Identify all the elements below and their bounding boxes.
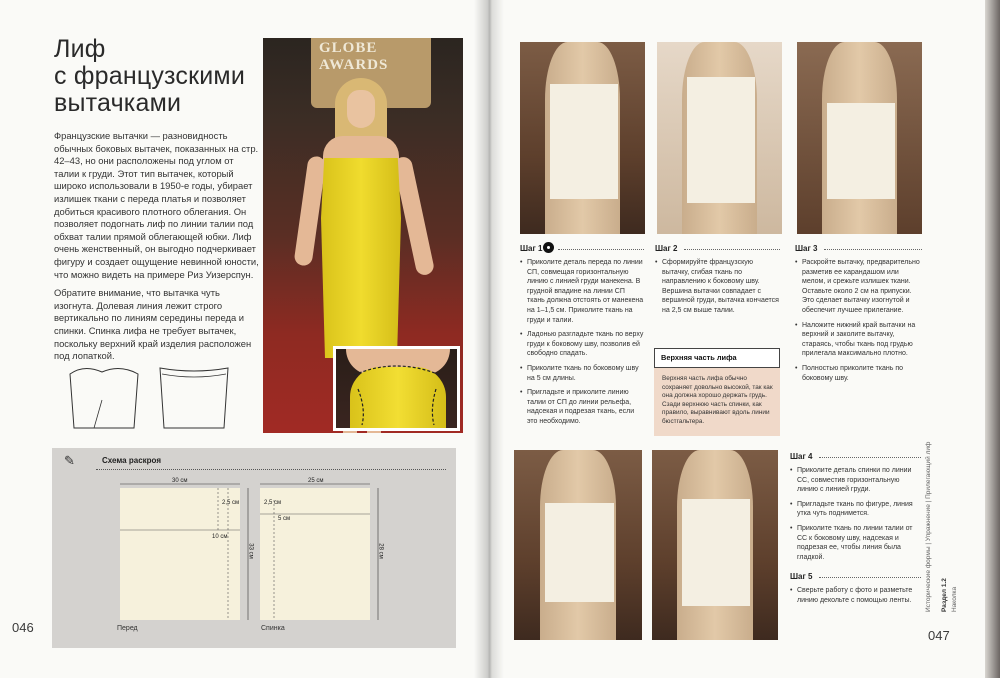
page-number-left: 046 <box>12 620 34 635</box>
step-item: • Сформируйте французскую вытачку, сгибая ткань по направлению к боковому шву. Вершина вытачки совпадает с вершиной груди, вытачка кончается на 2,5 см выше талии. <box>655 258 779 316</box>
step2-title: Шаг 2 <box>655 244 678 253</box>
front-height-label: 33 см <box>247 543 254 559</box>
step3-title: Шаг 3 <box>795 244 818 253</box>
step5-list <box>790 586 920 610</box>
front-piece-label: Перед <box>117 625 138 632</box>
yellow-dress <box>321 158 401 358</box>
back-dart-label: 2,5 см <box>264 500 282 506</box>
step-item: • Пригладьте ткань по фигуре, линия утка чуть поднимется. <box>790 500 920 519</box>
step4-list <box>790 466 920 567</box>
step5-title: Шаг 5 <box>790 572 813 581</box>
step-item: • Приколите ткань по боковому шву на 5 см длины. <box>520 364 644 383</box>
front-dart-label: 2,5 см <box>222 500 240 506</box>
title-line-3: вытачками <box>54 89 182 117</box>
step-item: • Ладонью разгладьте ткань по верху груди к боковому шву, позволив ей свободно спадать. <box>520 330 644 359</box>
side-subsection: Наколка <box>951 586 958 612</box>
side-breadcrumb: Исторические формы | Упражнение | Прилегающий лиф <box>925 441 932 612</box>
dvd-icon <box>543 242 554 253</box>
step-item: • Пригладьте и приколите линию талии от СП до линии рельефа, надсекая и подрезая ткань, если это необходимо. <box>520 388 644 426</box>
back-piece-label: Спинка <box>261 625 285 632</box>
cutting-scheme <box>52 448 456 648</box>
page-edge <box>985 0 1000 678</box>
front-width-label: 30 см <box>172 478 188 484</box>
title-line-1: Лиф <box>54 35 106 63</box>
step4-photo <box>514 450 642 640</box>
note-title: Верхняя часть лифа <box>654 348 780 368</box>
step1-list <box>520 258 644 432</box>
dart-dotted-line <box>336 349 457 428</box>
step-item: • Приколите ткань по линии талии от СС к боковому шву, надсекая и подрезая ее, чтобы линия была гладкой. <box>790 524 920 562</box>
step2-photo <box>657 42 782 234</box>
scheme-dimension-lines <box>52 448 456 648</box>
awards-banner-text: GLOBE AWARDS <box>319 40 389 73</box>
book-gutter <box>474 0 504 678</box>
step-item: • Наложите нижний край вытачки на верхний и заколите вытачку, стараясь, чтобы ткань под грудью прилегала максимально плотно. <box>795 321 923 359</box>
title-line-2: с французскими <box>54 62 245 90</box>
back-line-label: 5 см <box>278 516 291 522</box>
step2-list <box>655 258 779 321</box>
step5-photo <box>652 450 778 640</box>
bodice-back-sketch <box>154 360 234 432</box>
step-item: • Приколите деталь спинки по линии СС, совместив горизонтальную линию с линией груди. <box>790 466 920 495</box>
intro-paragraph: Обратите внимание, что вытачка чуть изогнута. Долевая линия лежит строго вертикально по линиям середины переда и спинки. Спинка лифа не требует вытачек, поскольку верхний край изделия расположен под лопаткой. <box>54 287 252 362</box>
step-item: • Полностью приколите ткань по боковому шву. <box>795 364 923 383</box>
step3-list <box>795 258 923 388</box>
step3-photo <box>797 42 922 234</box>
intro-paragraph: Французские вытачки — разновидность обычных боковых вытачек, показанных на стр. 42–43, но они расположены под углом от талии к груди. Этот тип вытачек, который широко использовали в 1950-е годы, убирает излишек ткани с переда платья и позволяет добиться красивого плотного облегания. Он позволяет подогнать лиф по линии талии под обхват талии прямой облегающей юбки. Лиф очень женственный, он выгодно подчеркивает фигуру и создает ощущение невинной юности, что можно видеть на примере Риз Уизерспун. <box>54 130 259 280</box>
pencil-icon: ✎ <box>64 453 75 468</box>
step-item: • Приколите деталь переда по линии СП, совмещая горизонтальную линию с линией груди манекена. В грудной впадине на линии СП ткань должна отстоять от манекена на 1–1,5 см. Приколите ткань на груди и талии. <box>520 258 644 325</box>
scheme-heading: Схема раскроя <box>102 456 161 465</box>
side-section: Раздел 1.2 <box>941 578 948 612</box>
step-item: • Сверьте работу с фото и разметьте линию декольте с помощью ленты. <box>790 586 920 605</box>
back-width-label: 25 см <box>308 478 324 484</box>
page-number-right: 047 <box>928 628 950 643</box>
page-title <box>54 36 254 117</box>
step-item: • Раскройте вытачку, предварительно разметив ее карандашом или мелом, и срежьте излишек ткани. Оставьте около 2 см на припуски. Это сделает вытачку изогнутой и обеспечит лучшее прилегание. <box>795 258 923 316</box>
bodice-front-sketch <box>64 360 144 432</box>
dress-detail-inset <box>333 346 460 431</box>
front-line-label: 10 см <box>212 534 228 540</box>
step4-title: Шаг 4 <box>790 452 813 461</box>
intro-text <box>54 130 259 369</box>
step1-title: Шаг 1 <box>520 244 543 253</box>
note-text: Верхняя часть лифа обычно сохраняет довольно высокой, так как она должна хорошо держать грудь. Сзади верхнюю часть спинки, как правило, выравнивают вдоль линии бюстгальтера. <box>662 375 773 425</box>
step1-photo <box>520 42 645 234</box>
back-height-label: 28 см <box>377 543 384 559</box>
